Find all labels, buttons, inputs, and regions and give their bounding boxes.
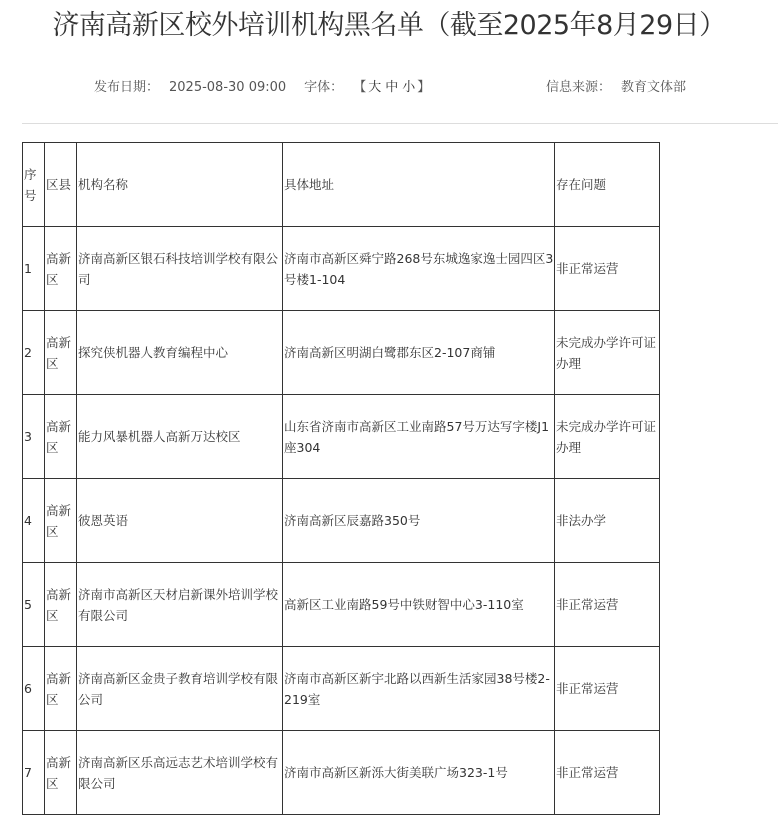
header-cell-issue: 存在问题 (555, 143, 660, 227)
row-address: 济南市高新区新泺大街美联广场323-1号 (283, 731, 555, 815)
table-row (23, 647, 660, 731)
publish-date: 2025-08-30 09:00 (169, 80, 287, 95)
row-institution-name: 济南高新区金贵子教育培训学校有限公司 (77, 647, 283, 731)
table-row (23, 227, 660, 311)
row-district: 高新区 (45, 731, 77, 815)
article-meta (94, 78, 430, 98)
header-cell-number: 序号 (23, 143, 45, 227)
header-cell-district: 区县 (45, 143, 77, 227)
font-size-bracket-open: 【 (353, 80, 367, 95)
table-row (23, 395, 660, 479)
info-source (546, 78, 686, 98)
row-district: 高新区 (45, 479, 77, 563)
info-source-value: 教育文体部 (621, 80, 687, 95)
row-number: 4 (23, 479, 45, 563)
row-issue: 未完成办学许可证办理 (555, 311, 660, 395)
table-header-row (23, 143, 660, 227)
row-address: 济南市高新区舜宁路268号东城逸家逸士园四区3号楼1-104 (283, 227, 555, 311)
row-district: 高新区 (45, 563, 77, 647)
font-size-label: 字体： (304, 80, 344, 95)
row-issue: 未完成办学许可证办理 (555, 395, 660, 479)
row-number: 5 (23, 563, 45, 647)
row-issue: 非正常运营 (555, 563, 660, 647)
row-number: 6 (23, 647, 45, 731)
row-institution-name: 济南高新区银石科技培训学校有限公司 (77, 227, 283, 311)
row-district: 高新区 (45, 227, 77, 311)
row-number: 1 (23, 227, 45, 311)
table-row (23, 563, 660, 647)
row-district: 高新区 (45, 647, 77, 731)
table-row (23, 479, 660, 563)
row-district: 高新区 (45, 311, 77, 395)
row-institution-name: 济南市高新区天材启新课外培训学校有限公司 (77, 563, 283, 647)
font-size-bracket-close: 】 (417, 80, 431, 95)
page-title: 济南高新区校外培训机构黑名单（截至2025年8月29日） (52, 10, 726, 41)
info-source-label: 信息来源： (546, 80, 612, 95)
row-district: 高新区 (45, 395, 77, 479)
header-divider (22, 123, 778, 124)
row-number: 3 (23, 395, 45, 479)
row-address: 济南高新区辰嘉路350号 (283, 479, 555, 563)
table-row (23, 731, 660, 815)
row-address: 济南市高新区新宇北路以西新生活家园38号楼2-219室 (283, 647, 555, 731)
row-institution-name: 济南高新区乐高远志艺术培训学校有限公司 (77, 731, 283, 815)
row-address: 山东省济南市高新区工业南路57号万达写字楼J1座304 (283, 395, 555, 479)
row-institution-name: 探究侠机器人教育编程中心 (77, 311, 283, 395)
font-size-medium-button[interactable]: 中 (385, 80, 399, 95)
publish-date-label: 发布日期： (94, 80, 160, 95)
blacklist-table (22, 142, 660, 815)
row-issue: 非法办学 (555, 479, 660, 563)
row-number: 2 (23, 311, 45, 395)
row-number: 7 (23, 731, 45, 815)
row-address: 济南高新区明湖白鹭郡东区2-107商铺 (283, 311, 555, 395)
row-institution-name: 彼恩英语 (77, 479, 283, 563)
font-size-small-button[interactable]: 小 (402, 80, 416, 95)
font-size-large-button[interactable]: 大 (368, 80, 382, 95)
header-cell-name: 机构名称 (77, 143, 283, 227)
row-address: 高新区工业南路59号中铁财智中心3-110室 (283, 563, 555, 647)
table-row (23, 311, 660, 395)
row-institution-name: 能力风暴机器人高新万达校区 (77, 395, 283, 479)
row-issue: 非正常运营 (555, 731, 660, 815)
row-issue: 非正常运营 (555, 227, 660, 311)
row-issue: 非正常运营 (555, 647, 660, 731)
header-cell-address: 具体地址 (283, 143, 555, 227)
